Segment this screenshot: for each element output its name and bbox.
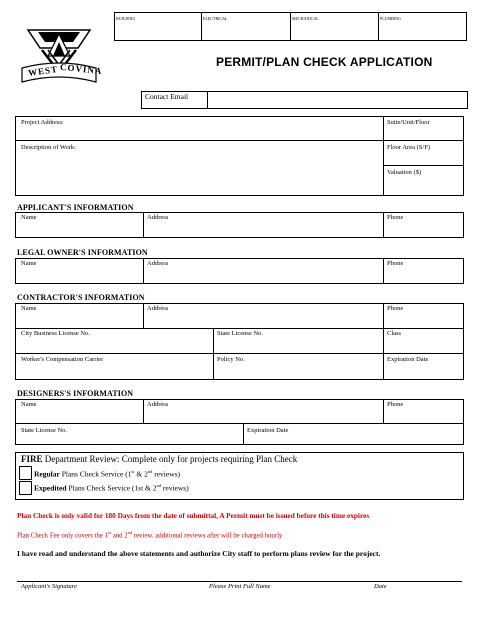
divider <box>383 399 384 423</box>
permit-type-building[interactable]: BUILDING <box>116 16 136 21</box>
project-address-field[interactable] <box>21 127 379 138</box>
divider <box>383 116 384 196</box>
divider <box>383 258 384 284</box>
valuation-field[interactable] <box>387 177 461 193</box>
fee-sup2: nd <box>127 530 133 535</box>
contractor-name-label: Name <box>21 305 37 312</box>
divider <box>383 212 384 238</box>
divider <box>383 303 384 380</box>
contractor-phone-label: Phone <box>387 305 404 312</box>
contractor-heading: CONTRACTOR'S INFORMATION <box>17 293 145 302</box>
contractor-address-label: Address <box>147 305 169 312</box>
divider <box>143 258 144 284</box>
regular-mid: & 2 <box>134 469 148 479</box>
owner-name-field[interactable] <box>19 269 140 281</box>
applicant-name-label: Name <box>21 214 37 221</box>
description-field[interactable] <box>21 153 379 193</box>
applicant-name-field[interactable] <box>19 223 140 235</box>
expedited-option <box>34 483 189 493</box>
contractor-name-field[interactable] <box>19 314 140 326</box>
designer-address-field[interactable] <box>147 410 380 421</box>
logo-text-left: WEST <box>27 63 59 79</box>
signature-field[interactable] <box>17 568 197 580</box>
contact-email-label: Contact Email <box>145 92 189 101</box>
city-license-label: City Business License No. <box>21 330 90 337</box>
designer-state-license-label: State License No. <box>21 427 68 434</box>
contact-email-field[interactable] <box>210 93 464 107</box>
divider <box>143 399 144 423</box>
designer-address-label: Address <box>147 401 169 408</box>
state-license-label: State License No. <box>217 330 264 337</box>
city-logo <box>18 20 103 92</box>
owner-heading: LEGAL OWNER'S INFORMATION <box>17 248 148 257</box>
logo-text-right: COVINA <box>59 61 103 77</box>
contractor-phone-field[interactable] <box>387 314 461 326</box>
class-field[interactable] <box>387 339 461 351</box>
divider <box>201 12 202 41</box>
divider <box>15 140 464 141</box>
expiration-label: Expiration Date <box>387 356 429 363</box>
signature-line <box>17 581 462 582</box>
owner-name-label: Name <box>21 260 37 267</box>
fire-review-text: Department Review: Complete only for projects requiring Plan Check <box>42 454 298 464</box>
owner-address-field[interactable] <box>147 269 380 281</box>
project-address-label: Project Address: <box>21 119 64 126</box>
designer-name-label: Name <box>21 401 37 408</box>
workers-comp-field[interactable] <box>19 365 210 377</box>
designer-name-field[interactable] <box>19 410 140 421</box>
divider <box>290 12 291 41</box>
full-name-field[interactable] <box>205 568 365 580</box>
state-license-field[interactable] <box>217 339 380 351</box>
expedited-sup: nd <box>156 483 162 488</box>
city-license-field[interactable] <box>19 339 210 351</box>
designer-state-license-field[interactable] <box>19 435 240 444</box>
fee-note-a: Plan Check Fee only covers the 1 <box>17 532 108 540</box>
regular-sup2: nd <box>147 469 153 474</box>
workers-comp-label: Worker's Compensation Carrier <box>21 356 104 363</box>
suite-label: Suite/Unit/Floor <box>387 119 430 126</box>
fee-note <box>17 530 282 539</box>
authorization-statement: I have read and understand the above statements and authorize City staff to perform plans review for the project. <box>17 549 381 558</box>
page-title: PERMIT/PLAN CHECK APPLICATION <box>216 55 433 69</box>
designer-expiration-field[interactable] <box>247 435 461 444</box>
fee-sup1: st <box>107 530 111 535</box>
permit-type-mechanical[interactable]: MECHANICAL <box>292 16 319 21</box>
applicant-address-label: Address <box>147 214 169 221</box>
divider <box>213 328 214 380</box>
regular-end: reviews) <box>152 469 181 479</box>
expedited-checkbox[interactable] <box>19 481 32 495</box>
valuation-label: Valuation ($) <box>387 169 422 176</box>
signature-label: Applicant's Signature <box>21 583 77 590</box>
description-label: Description of Work: <box>21 144 76 151</box>
fire-label: FIRE <box>21 454 43 464</box>
suite-field[interactable] <box>387 127 461 138</box>
fire-review-heading <box>21 454 297 464</box>
fee-note-b: and 2 <box>111 532 128 540</box>
applicant-heading: APPLICANT'S INFORMATION <box>17 203 134 212</box>
permit-type-electrical[interactable]: ELECTRICAL <box>203 16 228 21</box>
policy-field[interactable] <box>217 365 380 377</box>
owner-phone-label: Phone <box>387 260 404 267</box>
expedited-end: reviews) <box>161 483 189 493</box>
logo-emblem-icon <box>18 20 100 92</box>
divider <box>143 303 144 328</box>
regular-text: Plans Check Service (1 <box>59 469 132 479</box>
divider <box>143 212 144 238</box>
validity-note: Plan Check is only valid for 180 Days from the date of submittal, A Permit must be issued before this time expires <box>17 511 370 520</box>
designer-phone-field[interactable] <box>387 410 461 421</box>
applicant-phone-label: Phone <box>387 214 404 221</box>
designer-expiration-label: Expiration Date <box>247 427 289 434</box>
applicant-phone-field[interactable] <box>387 223 461 235</box>
class-label: Class <box>387 330 402 337</box>
divider <box>15 353 464 354</box>
regular-sup1: st <box>131 469 135 474</box>
regular-label: Regular <box>34 469 60 479</box>
contractor-address-field[interactable] <box>147 314 380 326</box>
permit-type-plumbing[interactable]: PLUMBING <box>380 16 401 21</box>
expiration-field[interactable] <box>387 365 461 377</box>
regular-option <box>34 469 180 479</box>
date-label: Date <box>374 583 387 590</box>
date-field[interactable] <box>372 568 462 580</box>
policy-label: Policy No. <box>217 356 245 363</box>
divider <box>15 423 464 424</box>
applicant-address-field[interactable] <box>147 223 380 235</box>
divider <box>207 91 208 109</box>
fee-note-c: review. additional reviews after will be charged hourly <box>132 532 283 540</box>
divider <box>243 423 244 445</box>
full-name-label: Please Print Full Name <box>209 583 271 590</box>
regular-checkbox[interactable] <box>19 466 32 480</box>
divider <box>378 12 379 41</box>
divider <box>15 328 464 329</box>
floor-area-field[interactable] <box>387 152 461 163</box>
designer-heading: DESIGNERS'S INFORMATION <box>17 389 134 398</box>
owner-phone-field[interactable] <box>387 269 461 281</box>
floor-area-label: Floor Area (S/F) <box>387 144 430 151</box>
expedited-text: Plans Check Service (1st & 2 <box>66 483 157 493</box>
owner-address-label: Address <box>147 260 169 267</box>
designer-phone-label: Phone <box>387 401 404 408</box>
expedited-label: Expedited <box>34 483 67 493</box>
divider <box>383 165 464 166</box>
